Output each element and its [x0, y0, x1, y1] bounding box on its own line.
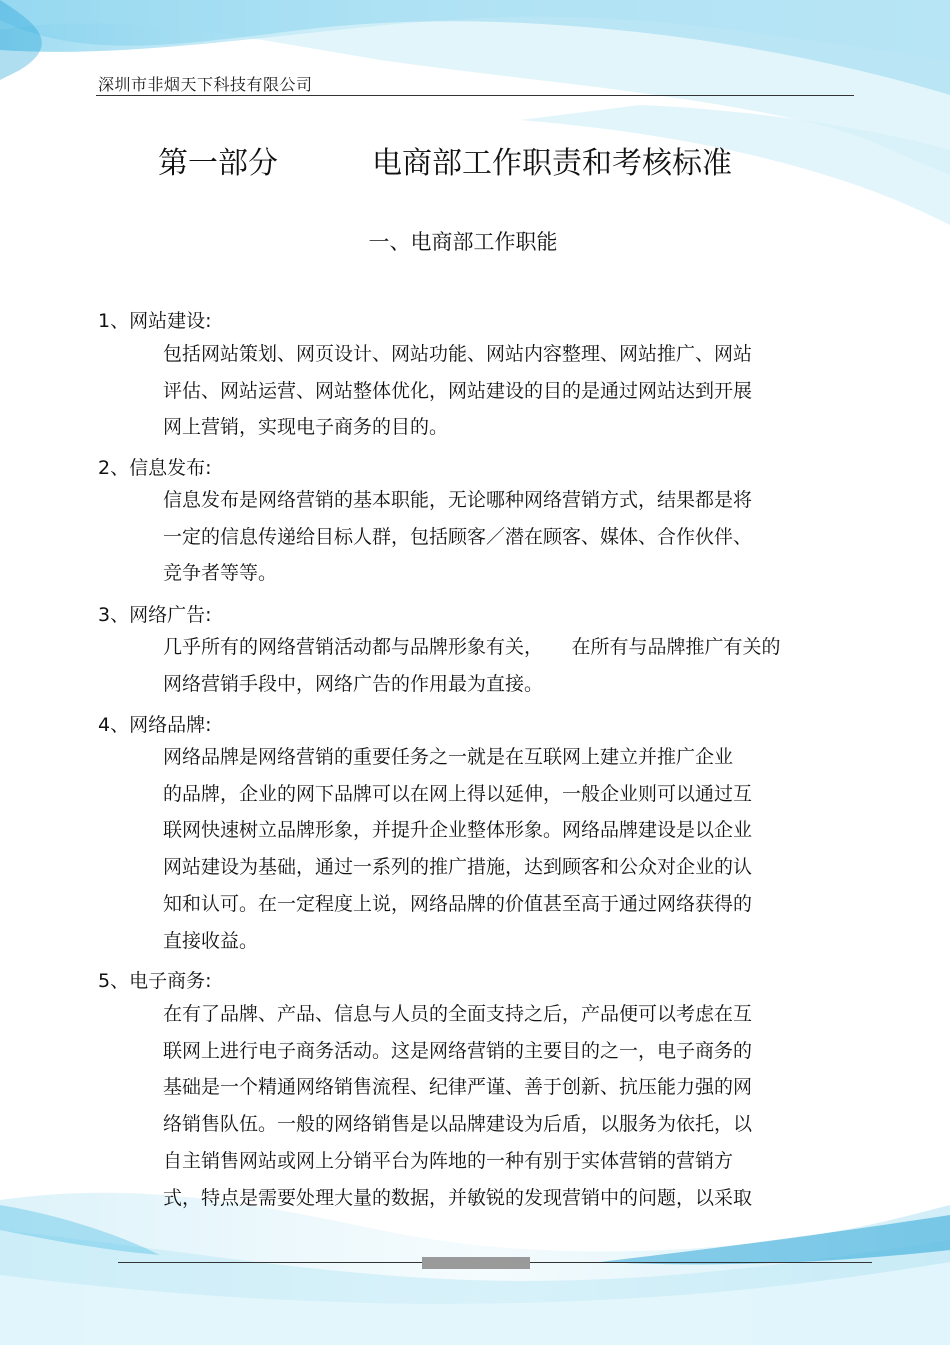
section-subtitle: 一、电商部工作职能: [368, 230, 558, 254]
title-name: 电商部工作职责和考核标准: [372, 146, 732, 181]
body-line: 信息发布是网络营销的基本职能，无论哪种网络营销方式，结果都是将: [163, 489, 753, 511]
body-line: 竞争者等等。: [163, 562, 278, 585]
title-part: 第一部分: [158, 146, 278, 181]
body-line: 几乎所有的网络营销活动都与品牌形象有关， 在所有与品牌推广有关的: [163, 636, 781, 658]
body-line: 基础是一个精通网络销售流程、纪律严谨、善于创新、抗压能力强的网: [163, 1076, 753, 1099]
body-line: 网络品牌是网络营销的重要任务之一就是在互联网上建立并推广企业: [163, 746, 734, 768]
header-rule: [96, 95, 854, 96]
section-body-4: [163, 739, 823, 959]
body-line: 知和认可。在一定程度上说，网络品牌的价值甚至高于通过网络获得的: [163, 892, 753, 915]
section-heading-2: 2、信息发布:: [98, 457, 212, 479]
body-line: 一定的信息传递给目标人群，包括顾客／潜在顾客、媒体、合作伙伴、: [163, 525, 753, 548]
section-body-5: [163, 996, 823, 1216]
section-body-2: [163, 482, 823, 592]
section-heading-1: 1、网站建设:: [98, 310, 212, 332]
body-line: 自主销售网站或网上分销平台为阵地的一种有别于实体营销的营销方: [163, 1149, 734, 1172]
body-line: 络销售队伍。一般的网络销售是以品牌建设为后盾，以服务为依托，以: [163, 1113, 753, 1136]
body-line: 在有了品牌、产品、信息与人员的全面支持之后，产品便可以考虑在互: [163, 1003, 753, 1025]
body-line: 网上营销，实现电子商务的目的。: [163, 416, 449, 439]
body-line: 评估、网站运营、网站整体优化，网站建设的目的是通过网站达到开展: [163, 379, 753, 402]
company-name: 深圳市非烟天下科技有限公司: [98, 75, 313, 94]
body-line: 网站建设为基础，通过一系列的推广措施，达到顾客和公众对企业的认: [163, 856, 753, 879]
body-line: 包括网站策划、网页设计、网站功能、网站内容整理、网站推广、网站: [163, 343, 753, 365]
section-heading-3: 3、网络广告:: [98, 604, 212, 626]
page-title: [158, 138, 798, 180]
body-line: 网络营销手段中，网络广告的作用最为直接。: [163, 672, 544, 695]
section-heading-4: 4、网络品牌:: [98, 714, 212, 736]
body-line: 式，特点是需要处理大量的数据，并敏锐的发现营销中的问题，以采取: [163, 1186, 753, 1209]
section-body-3: [163, 629, 823, 702]
body-line: 联网上进行电子商务活动。这是网络营销的主要目的之一，电子商务的: [163, 1039, 753, 1062]
page-number-marker: [422, 1257, 530, 1269]
body-line: 的品牌，企业的网下品牌可以在网上得以延伸，一般企业则可以通过互: [163, 782, 753, 805]
body-line: 联网快速树立品牌形象，并提升企业整体形象。网络品牌建设是以企业: [163, 819, 753, 842]
section-heading-5: 5、电子商务:: [98, 970, 212, 992]
body-line: 直接收益。: [163, 929, 259, 952]
section-body-1: [163, 336, 823, 446]
